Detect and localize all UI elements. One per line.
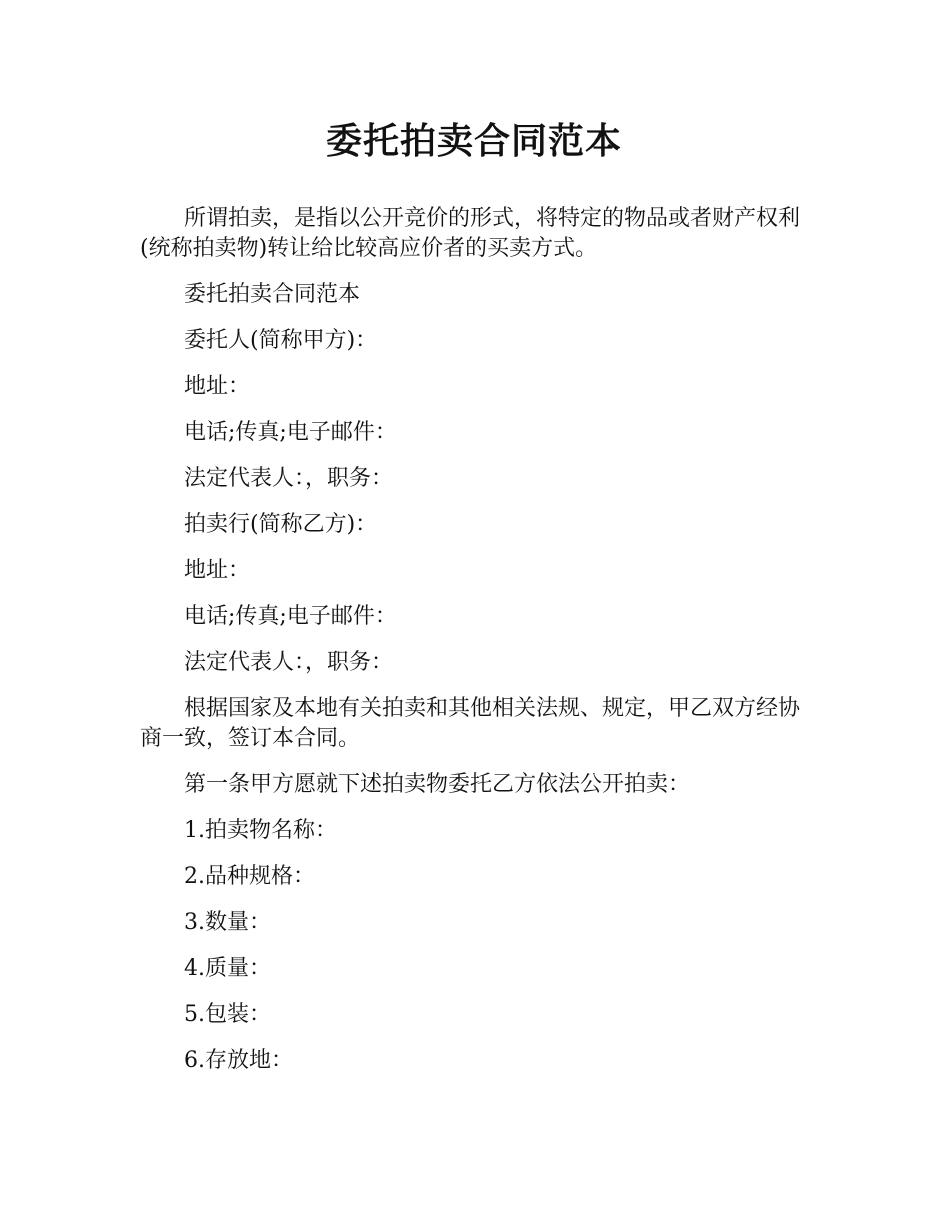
paragraph-intro: 所谓拍卖，是指以公开竞价的形式，将特定的物品或者财产权利(统称拍卖物)转让给比较高应价者的买卖方式。 <box>140 206 801 261</box>
list-item-packaging: 5.包装： <box>184 1002 271 1027</box>
list-item-item-name: 1.拍卖物名称： <box>184 818 337 843</box>
paragraph-principal: 委托人(简称甲方)： <box>184 328 378 353</box>
paragraph-auctioneer-contact: 电话;传真;电子邮件： <box>184 604 397 629</box>
list-item-quality: 4.质量： <box>184 956 271 981</box>
document-body <box>140 204 808 1076</box>
paragraph-contract-name: 委托拍卖合同范本 <box>184 282 361 307</box>
paragraph-article-1: 第一条甲方愿就下述拍卖物委托乙方依法公开拍卖： <box>184 772 691 797</box>
paragraph-auctioneer: 拍卖行(简称乙方)： <box>184 512 378 537</box>
list-item-specification: 2.品种规格： <box>184 864 315 889</box>
paragraph-principal-representative: 法定代表人：，职务： <box>184 466 394 491</box>
document-title: 委托拍卖合同范本 <box>325 121 622 162</box>
paragraph-principal-address: 地址： <box>184 374 251 399</box>
paragraph-auctioneer-address: 地址： <box>184 558 251 583</box>
paragraph-basis: 根据国家及本地有关拍卖和其他相关法规、规定，甲乙双方经协商一致，签订本合同。 <box>140 696 801 751</box>
paragraph-principal-contact: 电话;传真;电子邮件： <box>184 420 397 445</box>
list-item-storage-location: 6.存放地： <box>184 1048 293 1073</box>
list-item-quantity: 3.数量： <box>184 910 271 935</box>
paragraph-auctioneer-representative: 法定代表人：，职务： <box>184 650 394 675</box>
